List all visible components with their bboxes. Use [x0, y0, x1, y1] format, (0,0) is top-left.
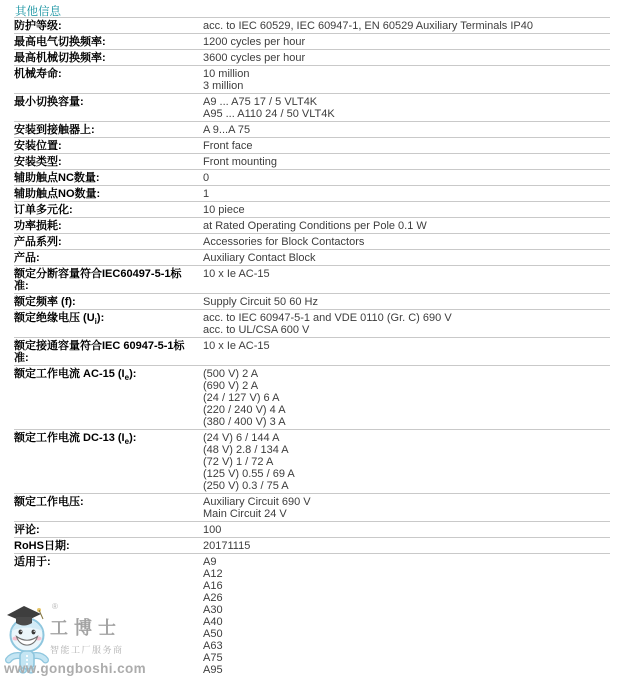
spec-value-line: 10 million — [203, 68, 250, 80]
spec-label: 机械寿命: — [14, 68, 62, 80]
spec-value — [203, 338, 610, 366]
brand-name: 工博士 — [50, 618, 122, 639]
spec-value — [203, 266, 610, 294]
spec-row — [14, 310, 610, 338]
spec-value-line: Front mounting — [203, 156, 277, 168]
spec-value — [203, 34, 610, 50]
registered-trademark-icon: ® — [52, 602, 58, 611]
spec-label: 额定工作电压: — [14, 496, 84, 508]
spec-row — [14, 202, 610, 218]
spec-label: 额定工作电流 DC-13 $(I_e)$: — [14, 432, 137, 447]
spec-value — [203, 310, 610, 338]
spec-value-line: Supply Circuit 50 60 Hz — [203, 296, 318, 308]
spec-value — [203, 66, 610, 94]
spec-label: 额定工作电流 AC-15 $(I_e)$: — [14, 368, 137, 383]
spec-value-line: A16 — [203, 580, 223, 592]
spec-value — [203, 494, 610, 522]
spec-value-line: acc. to UL/CSA 600 V — [203, 324, 310, 336]
spec-value-line: A95 ... A110 24 / 50 VLT4K — [203, 108, 335, 120]
spec-label: 产品系列: — [14, 236, 62, 248]
spec-value-line: A26 — [203, 592, 223, 604]
spec-row — [14, 34, 610, 50]
spec-value-line: 1 — [203, 188, 210, 200]
spec-value — [203, 522, 610, 538]
spec-label: 订单多元化: — [14, 204, 73, 216]
spec-row — [14, 50, 610, 66]
spec-value-line: Front face — [203, 140, 253, 152]
spec-row — [14, 66, 610, 94]
spec-value — [203, 50, 610, 66]
gongboshi-logo — [4, 600, 164, 682]
spec-value-line: (24 / 127 V) 6 A — [203, 392, 280, 404]
spec-value — [203, 138, 610, 154]
spec-label: 额定接通容量符合IEC 60947-5-1标准: — [14, 340, 185, 364]
spec-value-line: at Rated Operating Conditions per Pole 0.1 W — [203, 220, 427, 232]
spec-value-line: A75 — [203, 652, 223, 664]
spec-value-line: (500 V) 2 A — [203, 368, 259, 380]
spec-value-line: 3600 cycles per hour — [203, 52, 306, 64]
spec-label: RoHS日期: — [14, 540, 70, 552]
spec-value-line: Accessories for Block Contactors — [203, 236, 365, 248]
spec-value — [203, 234, 610, 250]
spec-value-line: Main Circuit 24 V — [203, 508, 287, 520]
spec-label: 功率损耗: — [14, 220, 62, 232]
spec-value-line: Auxiliary Circuit 690 V — [203, 496, 311, 508]
spec-value-line: (24 V) 6 / 144 A — [203, 432, 280, 444]
section-title: 其他信息 — [15, 6, 61, 18]
spec-value-line: A95 — [203, 664, 223, 676]
spec-value-line: (250 V) 0.3 / 75 A — [203, 480, 289, 492]
spec-row — [14, 138, 610, 154]
spec-value — [203, 430, 610, 494]
spec-label: 额定绝缘电压 $(U_i)$: — [14, 312, 105, 327]
spec-row — [14, 538, 610, 554]
spec-value-line: A12 — [203, 568, 223, 580]
spec-value-line: 1200 cycles per hour — [203, 36, 306, 48]
spec-row — [14, 522, 610, 538]
spec-label: 防护等级: — [14, 20, 62, 32]
spec-value — [203, 94, 610, 122]
spec-value-line: (380 / 400 V) 3 A — [203, 416, 286, 428]
spec-row — [14, 266, 610, 294]
spec-value-line: 10 piece — [203, 204, 245, 216]
spec-value — [203, 218, 610, 234]
spec-label: 安装位置: — [14, 140, 62, 152]
spec-label: 最高电气切换频率: — [14, 36, 106, 48]
spec-value — [203, 170, 610, 186]
spec-value-line: (690 V) 2 A — [203, 380, 259, 392]
spec-value-line: acc. to IEC 60947-5-1 and VDE 0110 (Gr. C) 690 V — [203, 312, 452, 324]
spec-label: 额定分断容量符合IEC60497-5-1标准: — [14, 268, 182, 292]
spec-value-line: A40 — [203, 616, 223, 628]
spec-row — [14, 494, 610, 522]
spec-value-line: (72 V) 1 / 72 A — [203, 456, 274, 468]
spec-value-line: 3 million — [203, 80, 244, 92]
spec-label: 辅助触点NC数量: — [14, 172, 100, 184]
spec-value-line: A9 — [203, 556, 217, 568]
spec-value-line: (220 / 240 V) 4 A — [203, 404, 286, 416]
spec-label: 评论: — [14, 524, 40, 536]
spec-row — [14, 250, 610, 266]
spec-value — [203, 538, 610, 554]
brand-block — [50, 603, 124, 656]
spec-label: 安装类型: — [14, 156, 62, 168]
spec-label: 最小切换容量: — [14, 96, 84, 108]
spec-value-line: A50 — [203, 628, 223, 640]
spec-value-line: Auxiliary Contact Block — [203, 252, 316, 264]
spec-label: 安装到接触器上: — [14, 124, 95, 136]
spec-value — [203, 250, 610, 266]
spec-value — [203, 122, 610, 138]
spec-value-line: A9 ... A75 17 / 5 VLT4K — [203, 96, 318, 108]
spec-label: 额定频率 (f): — [14, 296, 76, 308]
spec-value-line: 0 — [203, 172, 210, 184]
spec-value — [203, 554, 610, 678]
spec-row — [14, 234, 610, 250]
spec-value-line: 20171115 — [203, 540, 251, 552]
spec-row — [14, 94, 610, 122]
spec-value-line: 10 x Ie AC-15 — [203, 268, 270, 280]
spec-row — [14, 170, 610, 186]
spec-label: 产品: — [14, 252, 40, 264]
spec-value-line: acc. to IEC 60529, IEC 60947-1, EN 60529 Auxiliary Terminals IP40 — [203, 20, 533, 32]
spec-value-line: (125 V) 0.55 / 69 A — [203, 468, 295, 480]
spec-value — [203, 154, 610, 170]
spec-value-line: A 9...A 75 — [203, 124, 251, 136]
brand-url: www.gongboshi.com — [4, 661, 147, 676]
spec-row — [14, 218, 610, 234]
spec-value — [203, 186, 610, 202]
spec-value — [203, 366, 610, 430]
spec-value — [203, 18, 610, 34]
spec-row — [14, 186, 610, 202]
spec-row — [14, 122, 610, 138]
spec-value-line: A30 — [203, 604, 223, 616]
spec-row — [14, 338, 610, 366]
spec-row — [14, 430, 610, 494]
spec-row — [14, 366, 610, 430]
spec-row — [14, 294, 610, 310]
spec-value-line: (48 V) 2.8 / 134 A — [203, 444, 289, 456]
spec-value — [203, 202, 610, 218]
spec-label: 辅助触点NO数量: — [14, 188, 101, 200]
spec-value — [203, 294, 610, 310]
spec-value-line: A63 — [203, 640, 223, 652]
brand-tagline: 智能工厂服务商 — [50, 645, 124, 655]
spec-label: 适用于: — [14, 556, 51, 568]
spec-row — [14, 18, 610, 34]
spec-value-line: 100 — [203, 524, 222, 536]
spec-label: 最高机械切换频率: — [14, 52, 106, 64]
spec-row — [14, 154, 610, 170]
spec-value-line: 10 x Ie AC-15 — [203, 340, 270, 352]
spec-table — [14, 17, 610, 677]
